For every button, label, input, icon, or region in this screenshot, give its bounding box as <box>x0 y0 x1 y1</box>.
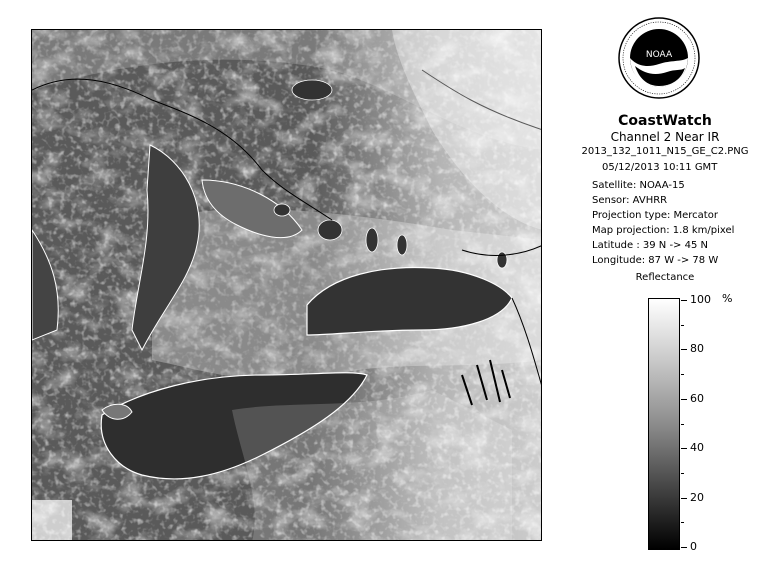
sensor-label: Sensor: AVHRR <box>592 195 668 206</box>
colorbar-tick <box>681 498 687 499</box>
colorbar-tick-label: 40 <box>690 441 704 455</box>
satellite-label: Satellite: NOAA-15 <box>592 180 685 191</box>
legend-title: Reflectance <box>635 272 695 283</box>
channel-label: Channel 2 Near IR <box>610 130 720 144</box>
colorbar-tick <box>681 399 687 400</box>
satellite-image <box>31 29 542 541</box>
colorbar-minor-tick <box>681 374 684 375</box>
latitude-label: Latitude : 39 N -> 45 N <box>592 240 708 251</box>
projection-type-label: Projection type: Mercator <box>592 210 718 221</box>
colorbar-tick-label: 80 <box>690 342 704 356</box>
product-title: CoastWatch <box>618 113 712 129</box>
colorbar-minor-tick <box>681 424 684 425</box>
logo-noaa-text: NOAA <box>645 50 673 60</box>
colorbar-minor-tick <box>681 473 684 474</box>
colorbar-tick <box>681 448 687 449</box>
colorbar-minor-tick <box>681 325 684 326</box>
colorbar-tick <box>681 349 687 350</box>
colorbar-tick-label: 0 <box>690 540 697 553</box>
colorbar-tick-label: 20 <box>690 490 704 504</box>
date-time: 05/12/2013 10:11 GMT <box>602 162 718 173</box>
colorbar-tick <box>681 300 687 301</box>
legend-unit: % <box>722 292 733 305</box>
file-name: 2013_132_1011_N15_GE_C2.PNG <box>581 146 749 157</box>
noaa-logo <box>617 16 701 100</box>
satellite-image-svg <box>32 30 542 541</box>
map-projection-label: Map projection: 1.8 km/pixel <box>592 225 735 236</box>
colorbar-tick-label: 100 <box>690 293 711 306</box>
longitude-label: Longitude: 87 W -> 78 W <box>592 255 719 266</box>
colorbar-minor-tick <box>681 522 684 523</box>
reflectance-colorbar <box>648 298 680 550</box>
colorbar-tick-label: 60 <box>690 391 704 405</box>
colorbar-tick <box>681 547 687 548</box>
